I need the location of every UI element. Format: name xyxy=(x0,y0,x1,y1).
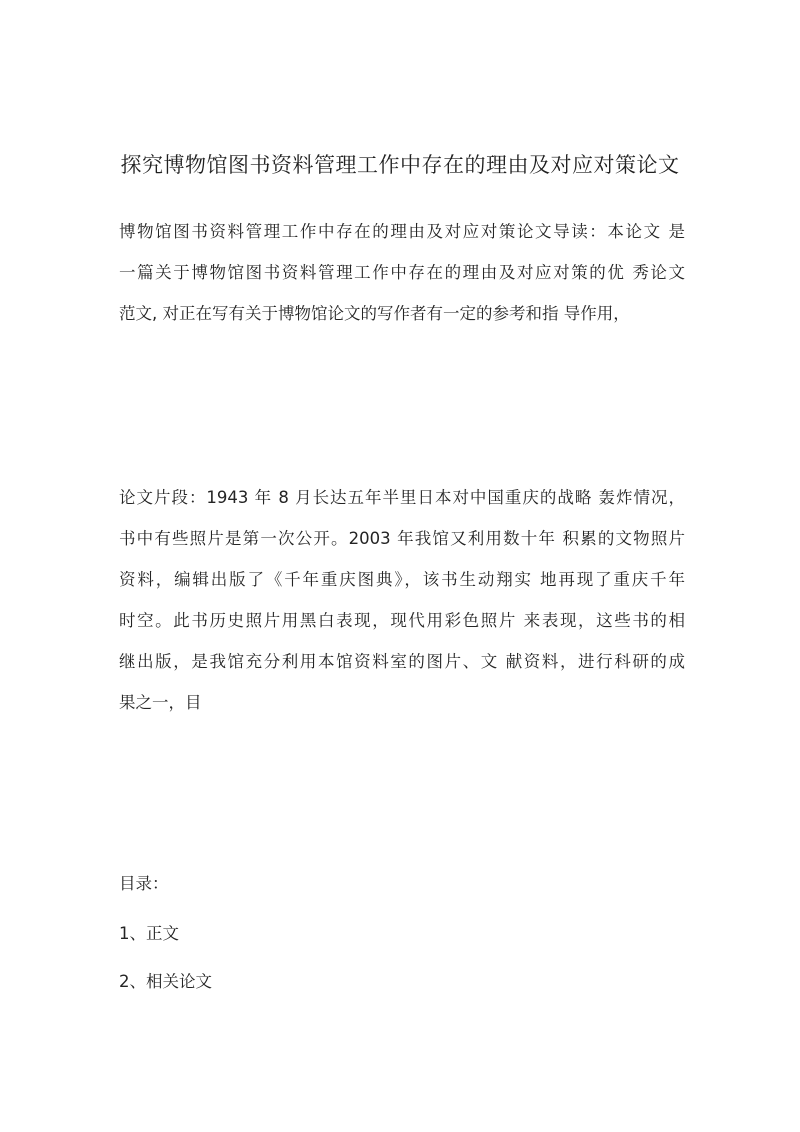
excerpt-line: 资料，编辑出版了《千年重庆图典》，该书生动翔实 地再现了重庆千年 xyxy=(119,570,685,589)
toc-item-main-text: 1、正文 xyxy=(119,924,179,943)
toc-heading: 目录： xyxy=(119,874,169,893)
intro-line: 博物馆图书资料管理工作中存在的理由及对应对策论文导读：本论文 是 xyxy=(119,222,685,241)
excerpt-paragraph xyxy=(119,477,685,723)
excerpt-line: 时空。此书历史照片用黑白表现，现代用彩色照片 来表现，这些书的相 xyxy=(119,611,685,630)
document-title: 探究博物馆图书资料管理工作中存在的理由及对应对策论文 xyxy=(120,153,680,177)
excerpt-line: 书中有些照片是第一次公开。2003 年我馆又利用数十年 积累的文物照片 xyxy=(119,529,685,548)
excerpt-line: 论文片段：1943 年 8 月长达五年半里日本对中国重庆的战略 轰炸情况， xyxy=(119,488,685,507)
intro-line: 一篇关于博物馆图书资料管理工作中存在的理由及对应对策的优 秀论文 xyxy=(119,263,685,282)
toc-item-related-papers: 2、相关论文 xyxy=(119,972,212,991)
intro-paragraph xyxy=(119,211,685,334)
excerpt-line: 继出版，是我馆充分利用本馆资料室的图片、文 献资料，进行科研的成 xyxy=(119,652,685,671)
excerpt-line: 果之一，目 xyxy=(119,693,202,712)
intro-line: 范文, 对正在写有关于博物馆论文的写作者有一定的参考和指 导作用， xyxy=(119,304,630,323)
